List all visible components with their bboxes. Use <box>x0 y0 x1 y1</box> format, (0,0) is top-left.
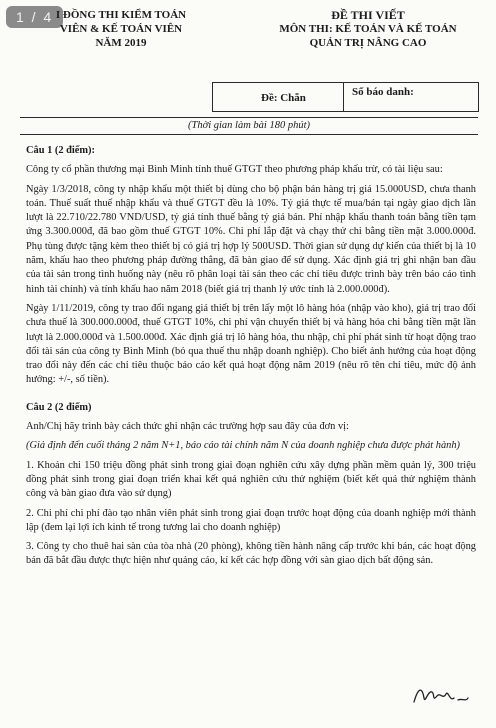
question-1-paragraph-3: Ngày 1/11/2019, công ty trao đổi ngang giá thiết bị trên lấy một lô hàng hóa (nhập vào kho), giá trị trao đổi chưa thuế là 300.000.000đ, thuế GTGT 10%, chi phí vận chuyển thiết bị và hàng hóa chi bằng tiền mặt lần lượt là 2.000.000đ và 1.500.000đ. Xác định giá trị lô hàng hóa, thu nhập, chi phí phát sinh từ hoạt động trao đổi tài sản của công ty Bình Minh (bỏ qua thuế thu nhập doanh nghiệp). Cho biết ảnh hưởng của hoạt động trao đổi này đến các chỉ tiêu thuộc báo cáo kết quả hoạt động năm 2019 (nêu rõ tên chỉ tiêu, mức độ ảnh hưởng: +/-, số tiền). <box>26 302 476 386</box>
candidate-number-label: Số báo danh: <box>352 86 414 98</box>
organizer-line-1: I ĐỒNG THI KIỂM TOÁN <box>55 9 187 21</box>
candidate-number-box <box>343 82 479 112</box>
page-counter: 1 / 4 <box>6 6 63 28</box>
question-1-intro: Công ty cổ phần thương mại Bình Minh tính thuế GTGT theo phương pháp khấu trừ, có tài liệu sau: <box>26 164 443 176</box>
question-2-note: (Giả định đến cuối tháng 2 năm N+1, báo cáo tài chính năm N của doanh nghiệp chưa được phát hành) <box>26 440 460 452</box>
exam-title: ĐỀ THI VIẾT <box>331 8 405 22</box>
section-gap <box>26 393 476 401</box>
organizer-line-2: VIÊN & KẾ TOÁN VIÊN <box>59 23 183 35</box>
organizer-year: NĂM 2019 <box>95 37 147 49</box>
exam-code-label: Đề: Chẵn <box>261 92 306 104</box>
time-limit: (Thời gian làm bài 180 phút) <box>20 117 478 135</box>
question-2-title: Câu 2 (2 điểm) <box>26 401 92 413</box>
subject-line-2: QUẢN TRỊ NÂNG CAO <box>309 37 427 49</box>
exam-content <box>26 144 476 574</box>
question-1-title: Câu 1 (2 điểm): <box>26 145 95 156</box>
question-2-item-3: 3. Công ty cho thuê hai sàn của tòa nhà (20 phòng), không tiền hành nâng cấp trước khi bán, các hoạt động bán đã bắt đầu được thực hiện như quảng cáo, kí kết các hợp đồng với sàn giao dịch bất động sản. <box>26 541 476 567</box>
question-2-item-1: 1. Khoản chi 150 triệu đồng phát sinh trong giai đoạn nghiên cứu xây dựng phần mềm quản lý, 300 triệu đồng phát sinh trong giai đoạn triển khai kết quả nghiên cứu thử nghiệm (biết kết quả thử nghiệm thành công và bàn giao đưa vào sử dụng) <box>26 459 476 500</box>
exam-header <box>258 8 478 50</box>
handwritten-signature <box>410 680 470 708</box>
question-1-paragraph-2: Ngày 1/3/2018, công ty nhập khẩu một thiết bị dùng cho bộ phận bán hàng trị giá 15.000USD, chưa thanh toán. Thuế suất thuế nhập khẩu và thuế GTGT đều là 10%. Tỷ giá thực tế mua/bán tại ngày giao dịch lần lượt là 22.710/22.780 VND/USD, tỷ giá tính thuế bằng tỷ giá bán. Phí nhập khẩu thanh toán bằng tiền tạm ứng 3.300.000đ, đã bao gồm thuế GTGT 10%. Chi phí lắp đặt và chạy thử chi bằng tiền mặt 3.000.000đ. Phụ tùng được tặng kèm theo thiết bị có giá trị hợp lý 500USD. Thời gian sử dụng dự kiến của thiết bị là 10 năm, khấu hao theo phương pháp đường thẳng, đã bàn giao để sử dụng. Xác định giá trị ghi nhận ban đầu của tài sản trong tình huống này (nêu rõ phân loại tài sản theo các chỉ tiêu được trình bày trên báo cáo tình hình tài chính) và tính khấu hao năm 2018 (biết giá trị thanh lý ước tính là 2.000.000đ). <box>26 183 476 295</box>
organizer-header <box>36 8 206 50</box>
subject-line-1: MÔN THI: KẾ TOÁN VÀ KẾ TOÁN <box>279 23 457 35</box>
question-2-item-2: 2. Chi phí chi phí đào tạo nhân viên phát sinh trong giai đoạn trước hoạt động của doanh nghiệp mới thành lập (đem lại lợi ích kinh tế trong tương lai cho doanh nghiệp) <box>26 507 476 533</box>
question-2-intro: Anh/Chị hãy trình bày cách thức ghi nhận các trường hợp sau đây của đơn vị: <box>26 421 349 433</box>
exam-code-box <box>212 82 344 112</box>
